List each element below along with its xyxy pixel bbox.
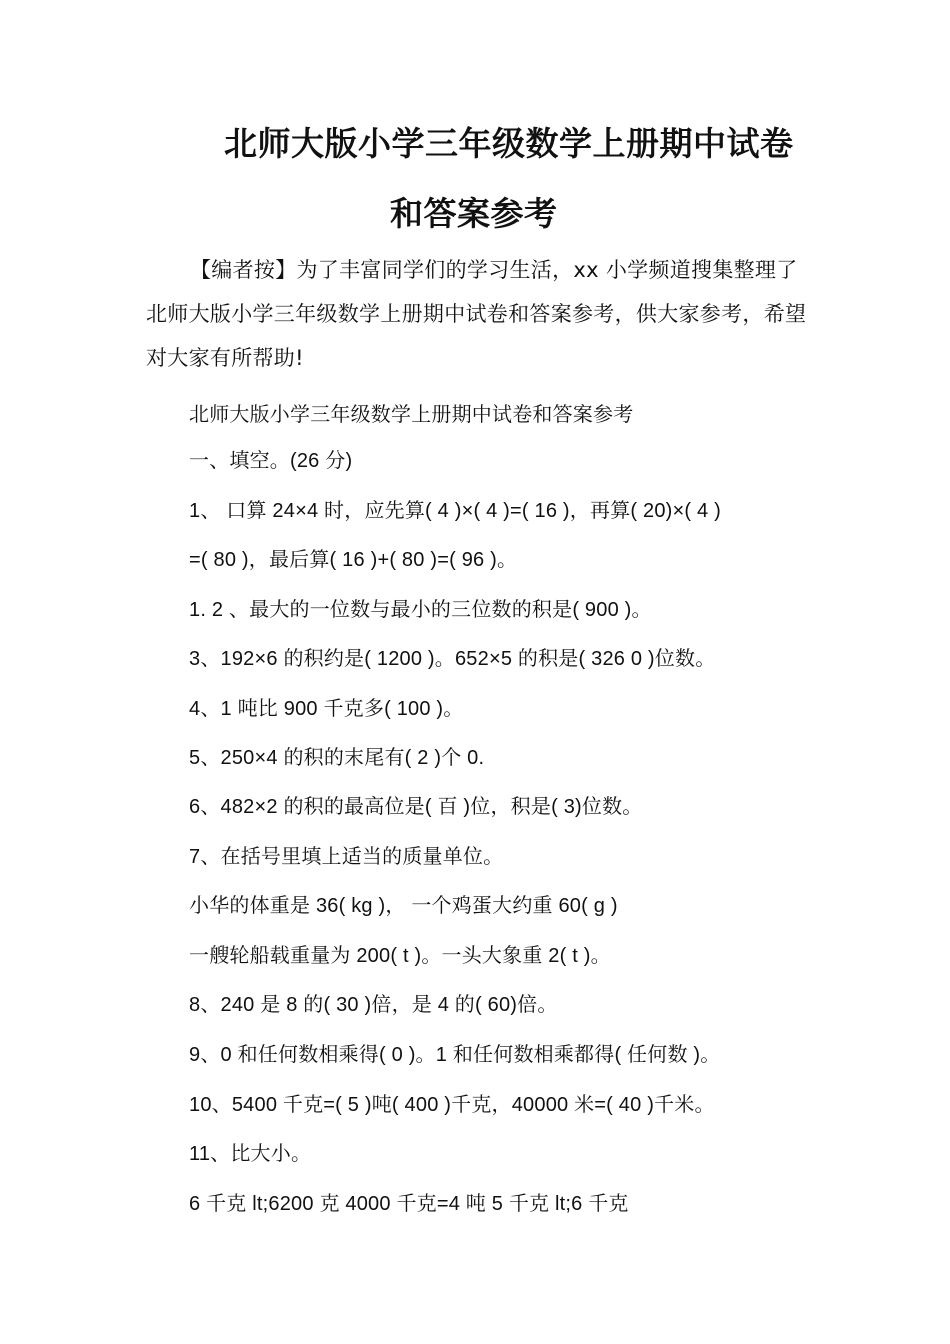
question-line: 小华的体重是 36( kg )， 一个鸡蛋大约重 60( g ) (189, 895, 618, 917)
question-line: 6、482×2 的积的最高位是( 百 )位，积是( 3)位数。 (189, 796, 643, 818)
subtitle-line: 北师大版小学三年级数学上册期中试卷和答案参考 (189, 404, 634, 426)
question-line: 3、192×6 的积约是( 1200 )。652×5 的积是( 326 0 )位数。 (189, 648, 716, 670)
question-line: 6 千克 lt;6200 克 4000 千克=4 吨 5 千克 lt;6 千克 (189, 1193, 629, 1215)
question-line: 一艘轮船载重量为 200( t )。一头大象重 2( t )。 (189, 945, 611, 967)
question-line: 7、在括号里填上适当的质量单位。 (189, 846, 504, 868)
question-line: 8、240 是 8 的( 30 )倍，是 4 的( 60)倍。 (189, 994, 558, 1016)
document-title-line-1: 北师大版小学三年级数学上册期中试卷 (224, 124, 794, 163)
question-line: 5、250×4 的积的末尾有( 2 )个 0. (189, 747, 485, 769)
question-line: 11、比大小。 (189, 1143, 312, 1165)
question-line: 1. 2 、最大的一位数与最小的三位数的积是( 900 )。 (189, 599, 652, 621)
question-line: 9、0 和任何数相乘得( 0 )。1 和任何数相乘都得( 任何数 )。 (189, 1044, 721, 1066)
question-line: 10、5400 千克=( 5 )吨( 400 )千克，40000 米=( 40 )千米。 (189, 1094, 715, 1116)
document-title-line-2: 和答案参考 (390, 194, 558, 233)
question-line: =( 80 )，最后算( 16 )+( 80 )=( 96 )。 (189, 549, 518, 571)
editor-note-paragraph: 【编者按】为了丰富同学们的学习生活，xx 小学频道搜集整理了北师大版小学三年级数学上册期中试卷和答案参考，供大家参考，希望对大家有所帮助! (146, 258, 807, 370)
question-line: 1、 口算 24×4 时，应先算( 4 )×( 4 )=( 16 )，再算( 20)×( 4 ) (189, 500, 721, 522)
section-heading: 一、填空。(26 分) (189, 450, 353, 472)
question-line: 4、1 吨比 900 千克多( 100 )。 (189, 698, 464, 720)
